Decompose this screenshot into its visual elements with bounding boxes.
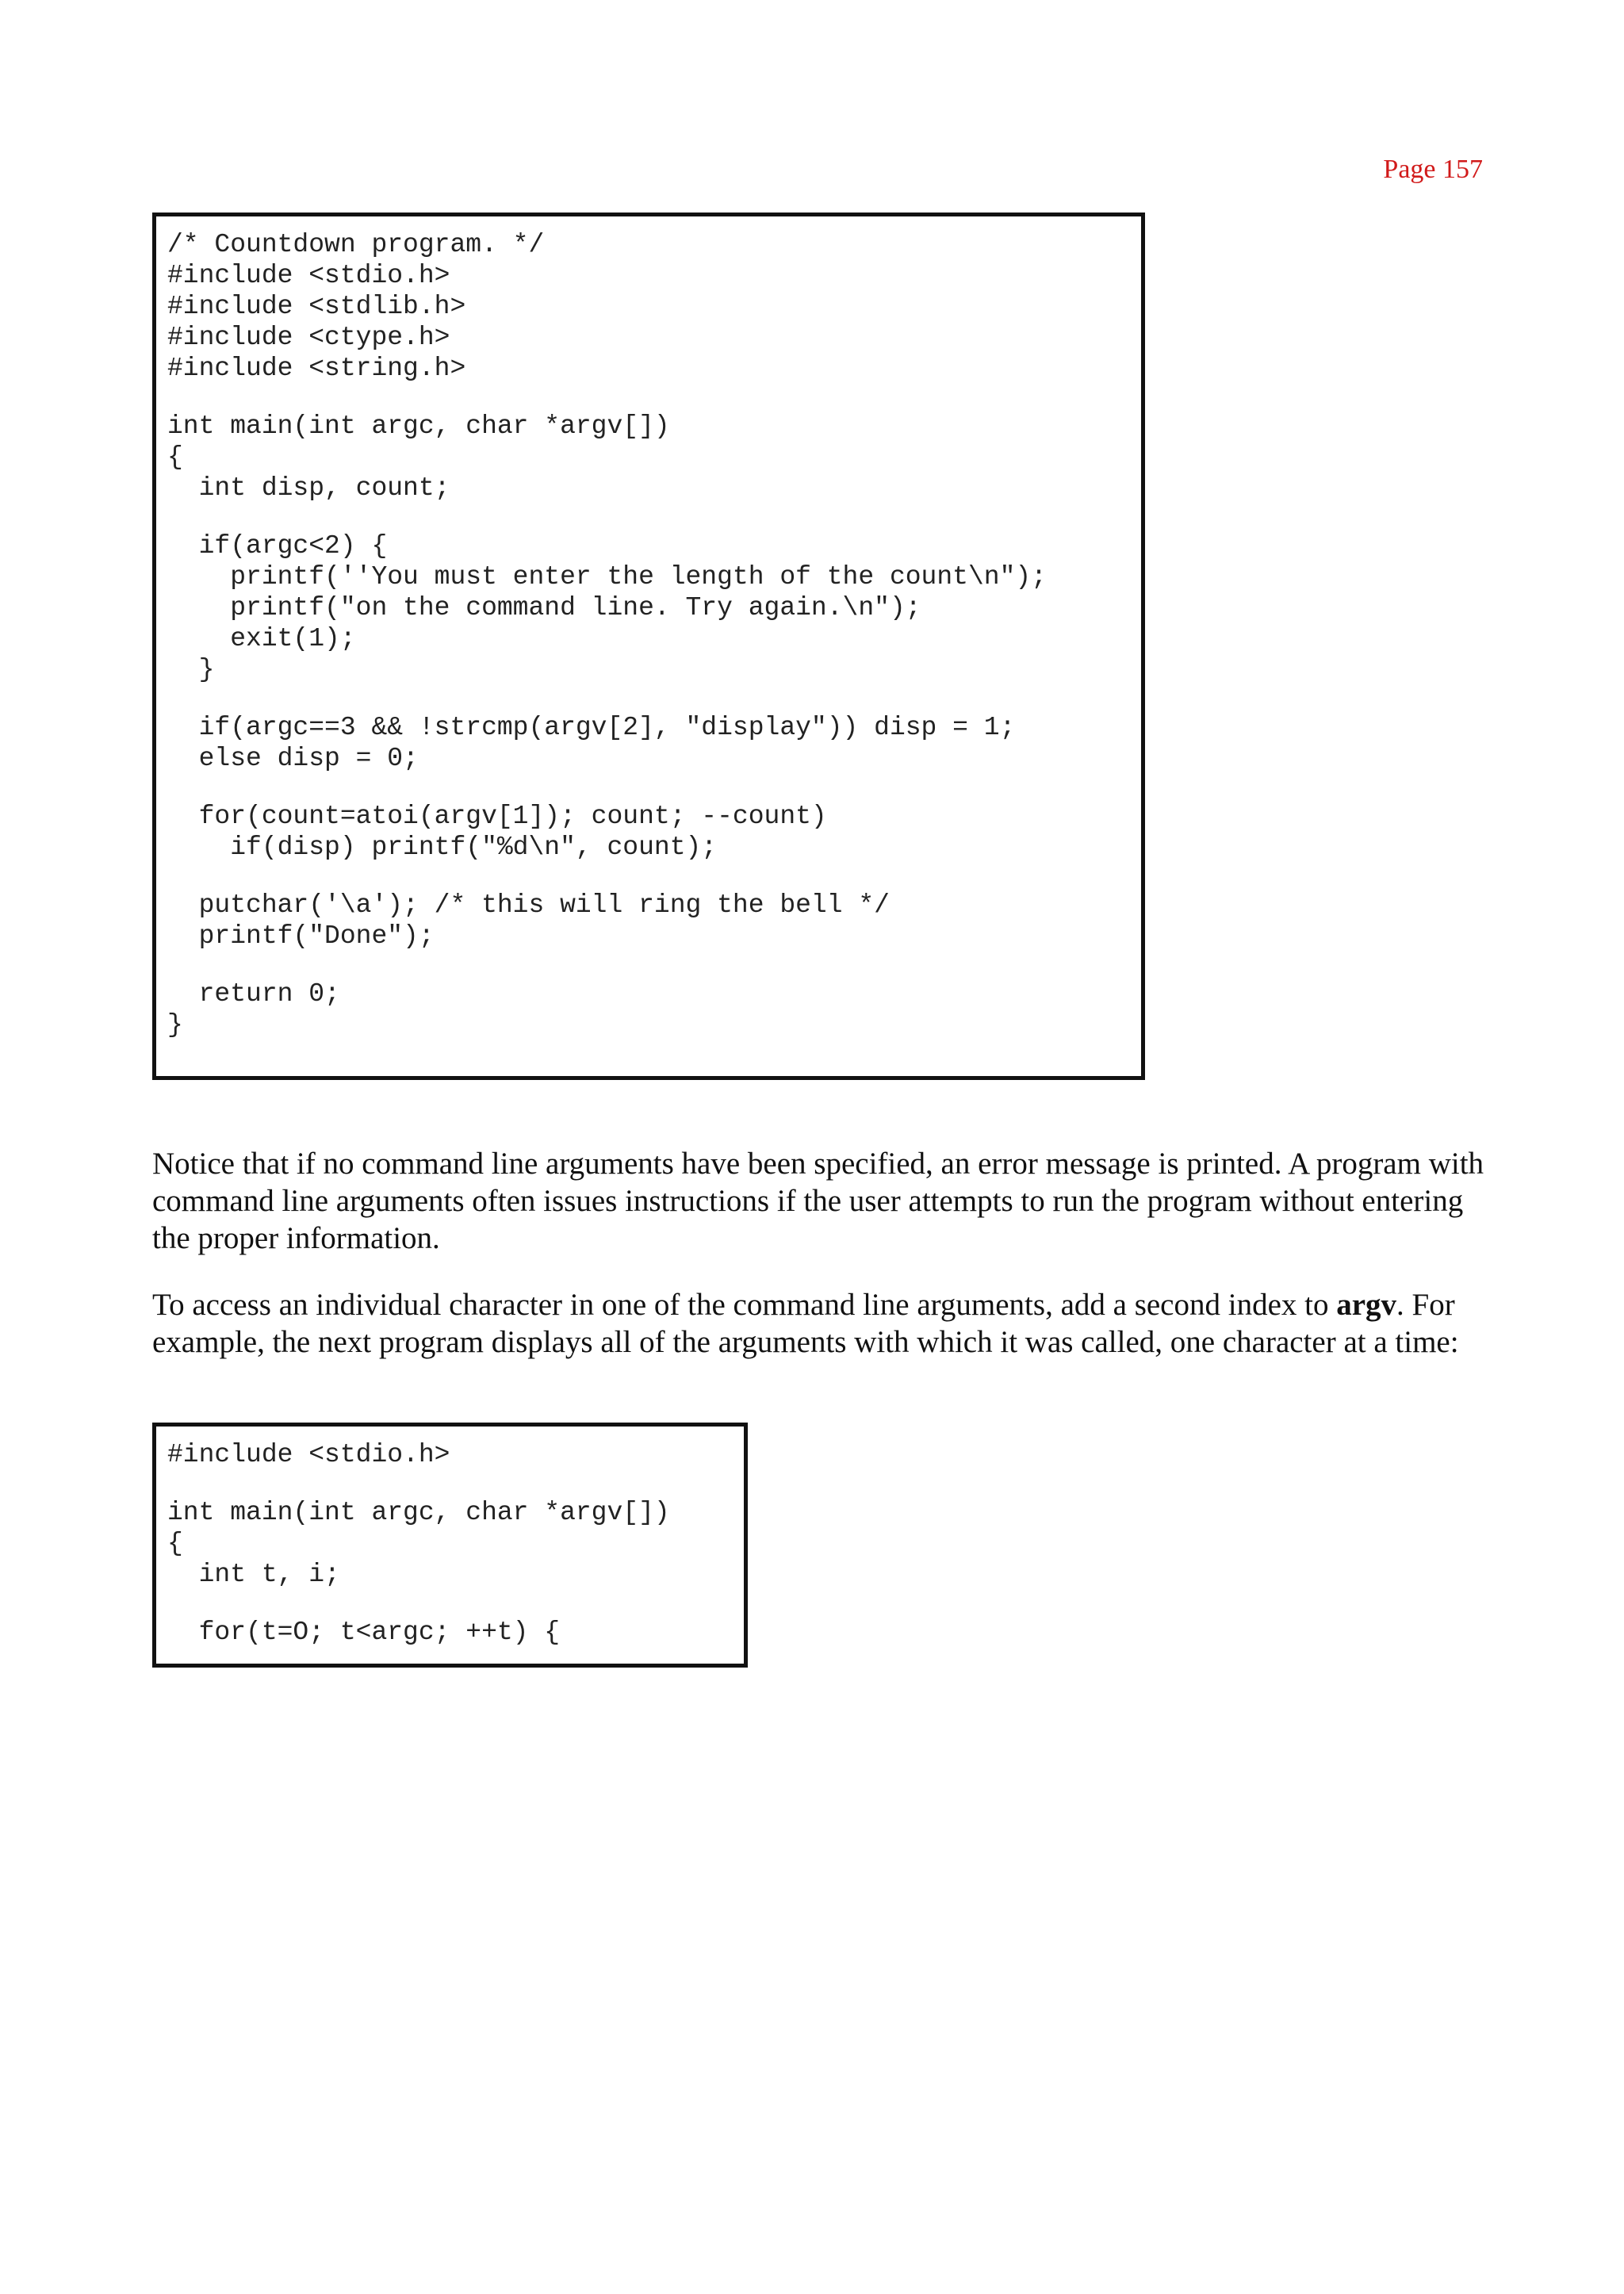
page-number: Page 157 (1383, 155, 1483, 184)
code-line: int main(int argc, char *argv[]) (167, 1498, 670, 1527)
code-line: } (167, 1010, 183, 1040)
code-line: printf("on the command line. Try again.\n"); (167, 593, 921, 622)
paragraph-argv-index (152, 1286, 1484, 1361)
paragraph-text-after: . For example, the next program displays all of the arguments with which it was called, one character at a time: (152, 1288, 1459, 1359)
code-listing-arguments (152, 1423, 748, 1668)
code-blank-line (167, 952, 1141, 978)
code-blank-line (167, 774, 1141, 801)
code-listing-countdown (152, 213, 1145, 1080)
code-line: } (167, 655, 215, 684)
code-line: int t, i; (167, 1560, 340, 1589)
code-line: for(count=atoi(argv[1]); count; --count) (167, 802, 827, 831)
code-blank-line (167, 685, 1141, 712)
argv-keyword: argv (1336, 1288, 1397, 1322)
code-line: int main(int argc, char *argv[]) (167, 412, 670, 441)
code-line: for(t=O; t<argc; ++t) { (167, 1618, 561, 1647)
paragraph-error-message (152, 1145, 1484, 1257)
paragraph-text-before: To access an individual character in one of the command line arguments, add a second index to (152, 1288, 1337, 1322)
code-line: printf(''You must enter the length of the count\n"); (167, 562, 1047, 592)
code-line: { (167, 442, 183, 472)
code-line: int disp, count; (167, 473, 450, 503)
code-line: #include <stdio.h> (167, 261, 450, 290)
code-line: putchar('\a'); /* this will ring the bell */ (167, 890, 890, 920)
code-line: { (167, 1529, 183, 1558)
paragraph-text: Notice that if no command line arguments have been specified, an error message is printed. A program with command line arguments often issues instructions if the user attempts to run the program without entering the proper information. (152, 1147, 1484, 1255)
code-line: if(disp) printf("%d\n", count); (167, 833, 718, 862)
code-blank-line (167, 1590, 744, 1617)
code-line: /* Countdown program. */ (167, 230, 545, 259)
code-blank-line (167, 504, 1141, 530)
code-line: printf("Done"); (167, 921, 435, 951)
code-line: exit(1); (167, 624, 356, 653)
code-line: #include <ctype.h> (167, 323, 450, 352)
code-blank-line (167, 384, 1141, 411)
code-line: #include <stdlib.h> (167, 292, 466, 321)
code-blank-line (167, 863, 1141, 890)
code-line: #include <stdio.h> (167, 1440, 450, 1469)
code-line: if(argc==3 && !strcmp(argv[2], "display")) disp = 1; (167, 713, 1016, 742)
code-line: return 0; (167, 979, 340, 1009)
code-blank-line (167, 1470, 744, 1497)
code-line: #include <string.h> (167, 354, 466, 383)
code-line: else disp = 0; (167, 744, 419, 773)
code-line: if(argc<2) { (167, 531, 388, 561)
